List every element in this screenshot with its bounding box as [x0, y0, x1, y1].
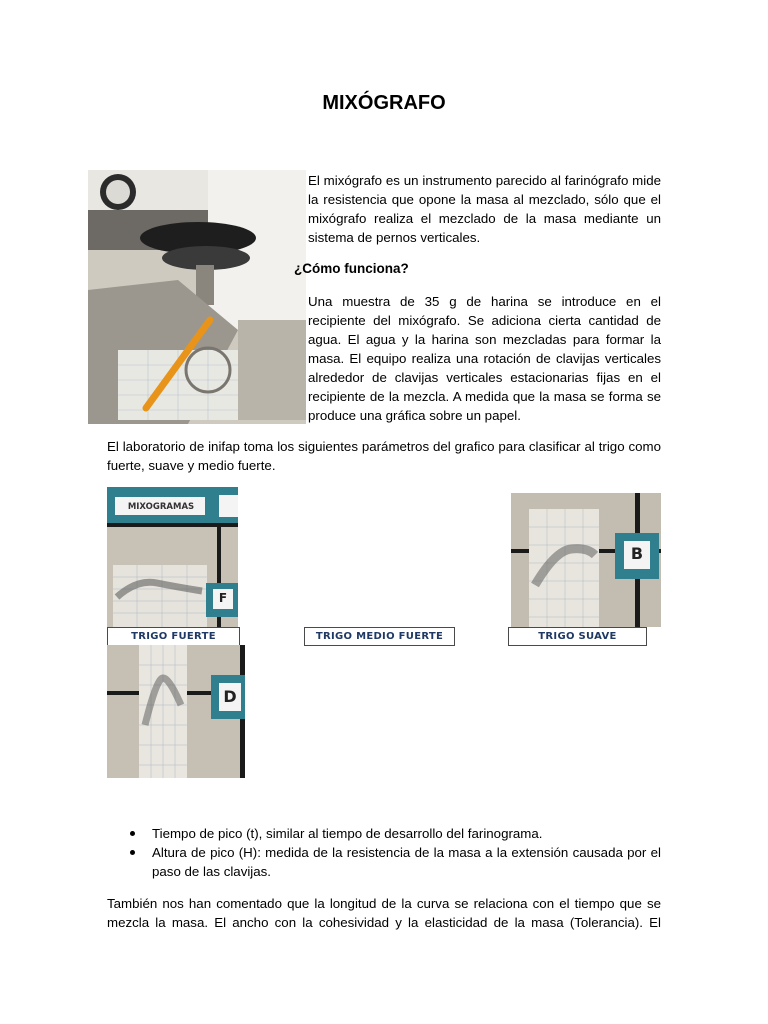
how-heading: ¿Cómo funciona? — [294, 261, 409, 276]
panel-letter-f: F — [218, 591, 228, 605]
intro-paragraph: El mixógrafo es un instrumento parecido al farinógrafo mide la resistencia que opone la masa al mezclado, sólo que el mixógrafo realiza el mezclado de la masa mediante un sistema de pernos verticales. — [308, 173, 661, 245]
label-trigo-suave: TRIGO SUAVE — [508, 627, 647, 646]
closing-paragraph: También nos han comentado que la longitud de la curva se relaciona con el tiempo que se mezcla la masa. El ancho con la cohesividad y la elasticidad de la masa (Tolerancia). El — [107, 896, 661, 930]
label-trigo-medio-fuerte: TRIGO MEDIO FUERTE — [304, 627, 455, 646]
how-paragraph: Una muestra de 35 g de harina se introduce en el recipiente del mixógrafo. Se adiciona cierta cantidad de agua. El agua y la harina son mezcladas para formar la masa. El equipo realiza una rotación de clavijas verticales alrededor de clavijas verticales estacionarias fijas en el recipiente de la mezcla. A medida que la masa se forma se produce una gráfica sobre un papel. — [308, 294, 661, 423]
panel-letter-b: B — [630, 544, 644, 563]
bullet-icon — [130, 831, 135, 836]
mixograph-photo — [88, 170, 306, 424]
parameter-list — [152, 824, 661, 881]
list-item: Tiempo de pico (t), similar al tiempo de desarrollo del farinograma. — [152, 824, 661, 843]
panel-letter-d: D — [223, 687, 237, 706]
mixogram-photo-medium — [107, 645, 245, 778]
label-trigo-fuerte: TRIGO FUERTE — [107, 627, 240, 646]
bullet-icon — [130, 850, 135, 855]
lab-paragraph: El laboratorio de inifap toma los siguientes parámetros del grafico para clasificar al trigo como fuerte, suave y medio fuerte. — [107, 439, 661, 473]
mixogram-sign: MIXOGRAMAS — [127, 502, 195, 512]
page-title: MIXÓGRAFO — [322, 92, 446, 114]
list-item: Altura de pico (H): medida de la resistencia de la masa a la extensión causada por el paso de las clavijas. — [152, 843, 661, 881]
